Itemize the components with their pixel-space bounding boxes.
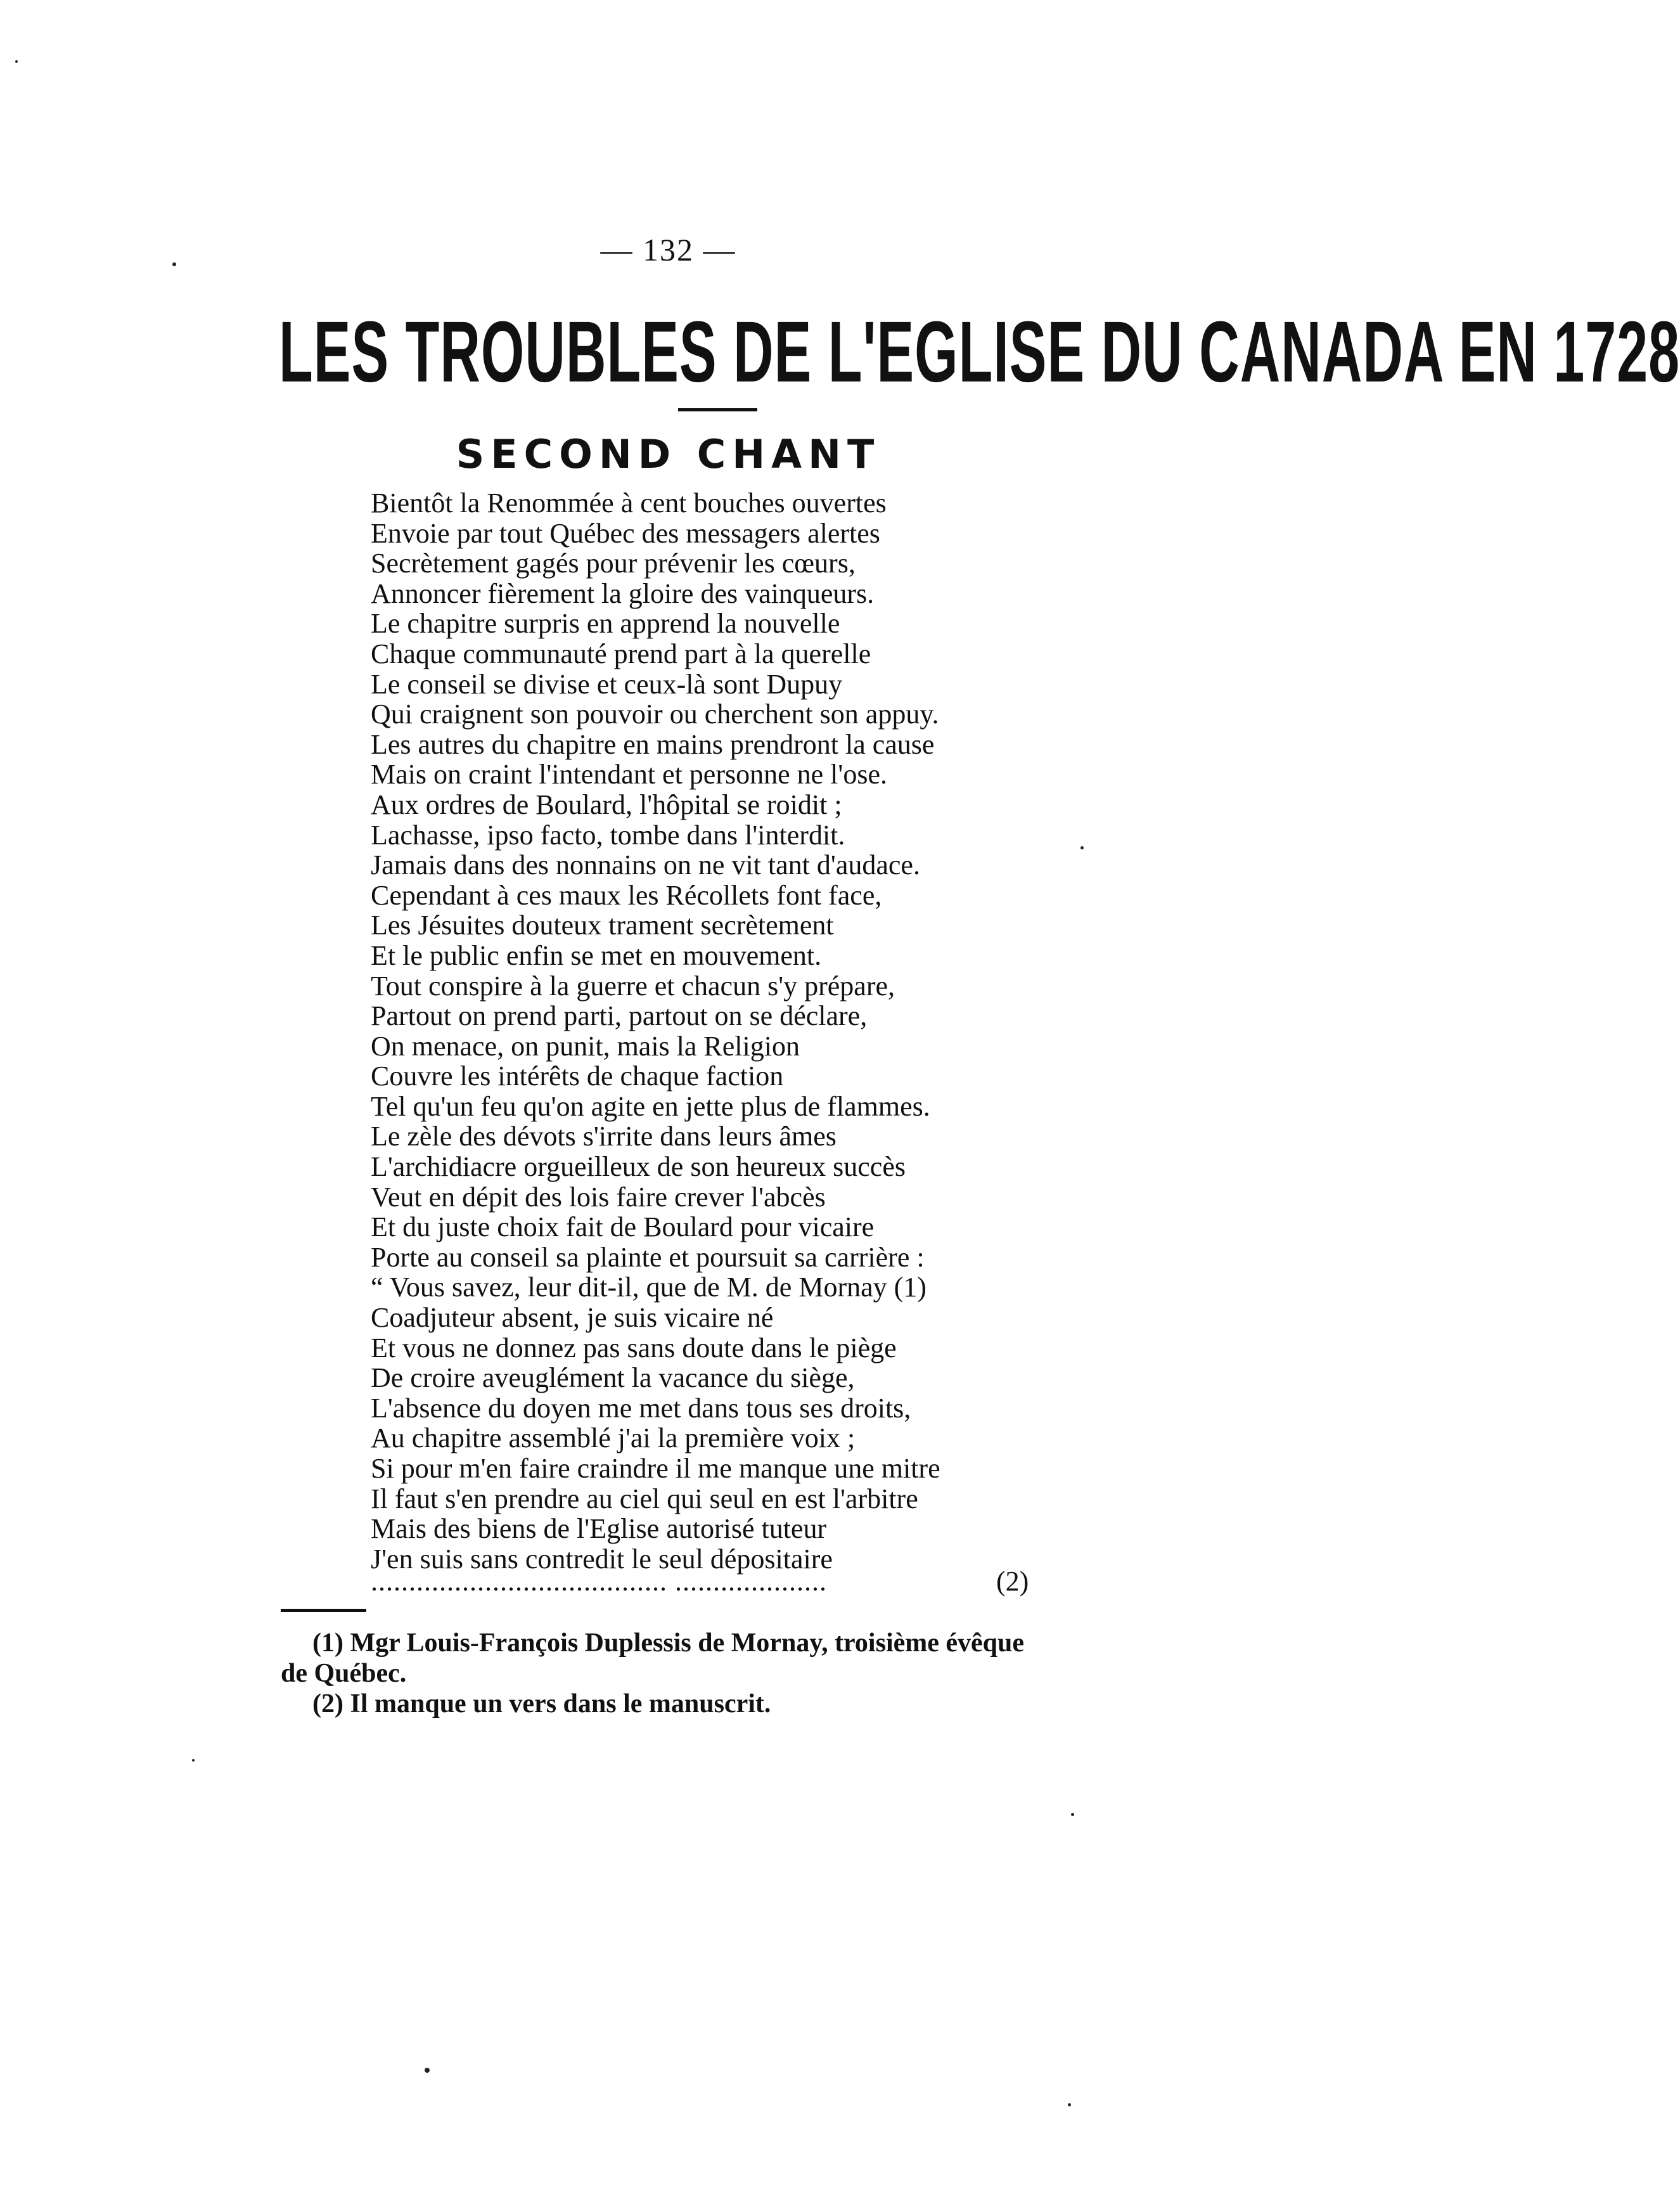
verse-line: Porte au conseil sa plainte et poursuit sa carrière : — [371, 1241, 925, 1273]
verse-line: Les Jésuites douteux trament secrètement — [371, 910, 834, 941]
verse-line: Le zèle des dévots s'irrite dans leurs âmes — [371, 1121, 837, 1152]
verse-line: On menace, on punit, mais la Religion — [371, 1030, 800, 1062]
verse-line: Il faut s'en prendre au ciel qui seul en est l'arbitre — [371, 1483, 918, 1514]
footnote-1-line-1: (1) Mgr Louis-François Duplessis de Mornay, troisième évêque — [312, 1628, 1025, 1658]
verse-line: Partout on prend parti, partout on se déclare, — [371, 1000, 868, 1032]
verse-line: Coadjuteur absent, je suis vicaire né — [371, 1302, 774, 1334]
chapter-title: LES TROUBLES DE L'EGLISE DU CANADA EN 1728 — [279, 302, 1680, 401]
verse-line: Mais on craint l'intendant et personne ne l'ose. — [371, 759, 887, 790]
scan-speck — [172, 262, 176, 266]
verse-line: Envoie par tout Québec des messagers alertes — [371, 517, 880, 549]
verse-line: Et vous ne donnez pas sans doute dans le piège — [371, 1332, 897, 1363]
title-divider — [678, 408, 757, 411]
verse-line: Bientôt la Renommée à cent bouches ouvertes — [371, 487, 887, 519]
poem-verses — [371, 488, 1119, 1574]
verse-line: Le chapitre surpris en apprend la nouvelle — [371, 608, 840, 640]
scan-speck — [1068, 2103, 1071, 2106]
scan-speck — [1071, 1813, 1074, 1816]
verse-line: Veut en dépit des lois faire crever l'abcès — [371, 1181, 826, 1213]
verse-line: Aux ordres de Boulard, l'hôpital se roidit ; — [371, 789, 842, 820]
footnote-divider — [281, 1609, 366, 1612]
verse-line: Qui craignent son pouvoir ou cherchent son appuy. — [371, 699, 939, 730]
missing-verse-dots: ....................................... .................... — [371, 1566, 827, 1597]
footnote-1-line-2: de Québec. — [281, 1659, 407, 1688]
verse-line: L'archidiacre orgueilleux de son heureux succès — [371, 1151, 906, 1183]
footnote-2: (2) Il manque un vers dans le manuscrit. — [312, 1689, 771, 1718]
verse-line: Couvre les intérêts de chaque faction — [371, 1060, 784, 1092]
verse-line: Jamais dans des nonnains on ne vit tant d'audace. — [371, 849, 920, 881]
footnotes — [281, 1628, 1168, 1719]
scan-speck — [15, 60, 18, 63]
verse-line: Chaque communauté prend part à la querelle — [371, 638, 871, 669]
verse-line: Et le public enfin se met en mouvement. — [371, 939, 822, 971]
verse-line: Tout conspire à la guerre et chacun s'y prépare, — [371, 970, 895, 1002]
verse-line: Les autres du chapitre en mains prendront la cause — [371, 728, 935, 760]
scan-speck — [192, 1759, 195, 1762]
verse-line: Secrètement gagés pour prévenir les cœurs, — [371, 548, 856, 579]
verse-line: J'en suis sans contredit le seul dépositaire — [371, 1543, 833, 1575]
verse-line: Cependant à ces maux les Récollets font face, — [371, 879, 882, 911]
verse-line: Lachasse, ipso facto, tombe dans l'interdit. — [371, 819, 845, 851]
scan-speck — [425, 2068, 430, 2073]
verse-line: Au chapitre assemblé j'ai la première voix ; — [371, 1422, 856, 1454]
footnote-1 — [281, 1628, 1168, 1689]
footnote-marker-2: (2) — [994, 1566, 1029, 1597]
verse-line: Et du juste choix fait de Boulard pour vicaire — [371, 1211, 875, 1243]
verse-line: Tel qu'un feu qu'on agite en jette plus de flammes. — [371, 1090, 930, 1122]
verse-line: Si pour m'en faire craindre il me manque une mitre — [371, 1453, 940, 1484]
chant-subtitle: SECOND CHANT — [456, 431, 881, 477]
verse-line: De croire aveuglément la vacance du siège, — [371, 1362, 855, 1394]
verse-line: Annoncer fièrement la gloire des vainqueurs. — [371, 577, 875, 609]
verse-line: Mais des biens de l'Eglise autorisé tuteur — [371, 1513, 827, 1545]
verse-line: “ Vous savez, leur dit-il, que de M. de Mornay (1) — [371, 1272, 927, 1303]
verse-line: Le conseil se divise et ceux-là sont Dupuy — [371, 668, 843, 700]
page-number: — 132 — — [600, 232, 736, 267]
verse-line: L'absence du doyen me met dans tous ses droits, — [371, 1392, 911, 1424]
scan-speck — [1080, 846, 1084, 849]
